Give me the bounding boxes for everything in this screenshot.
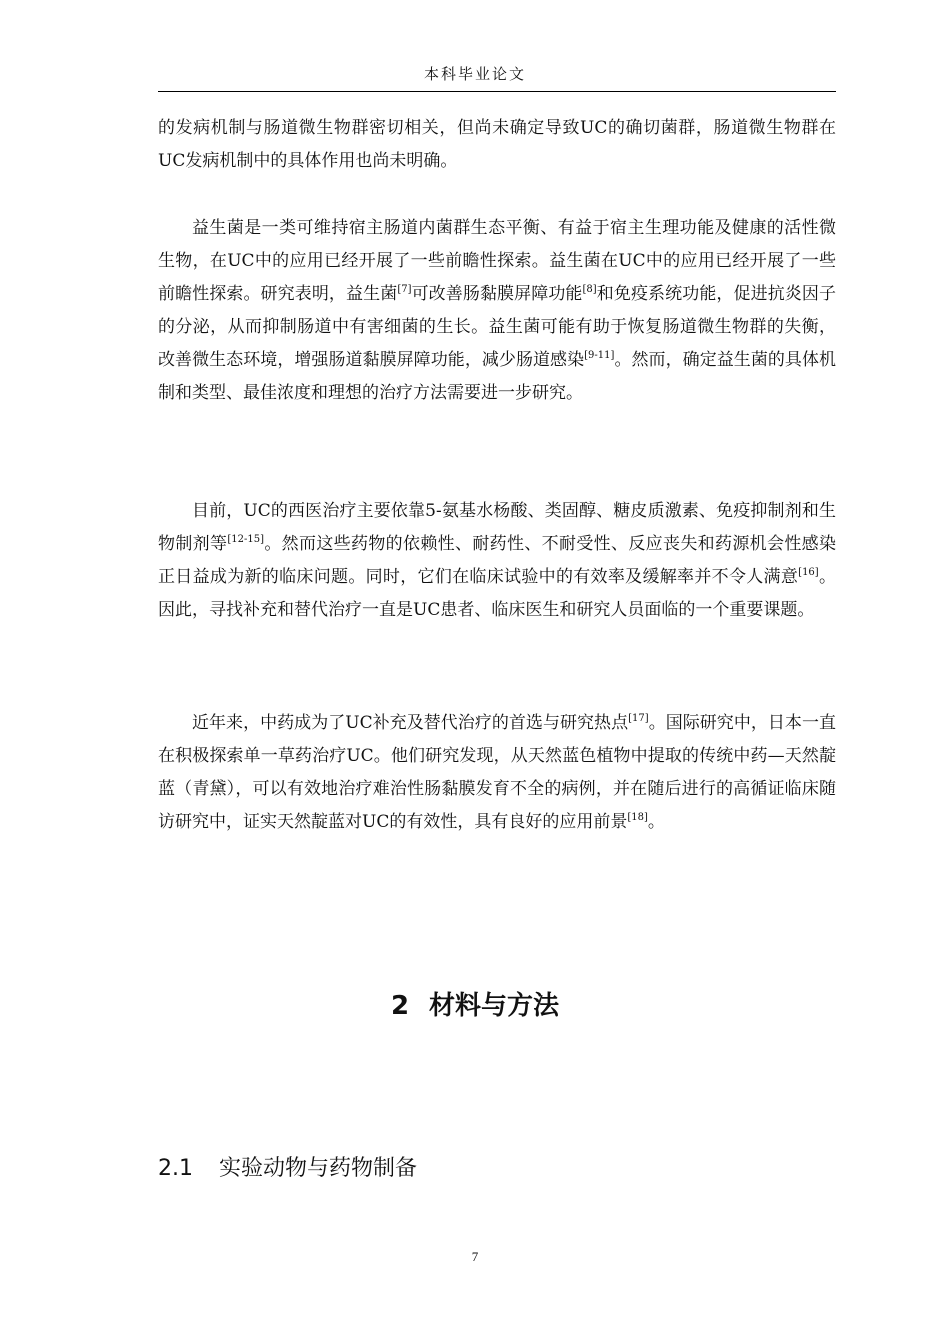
citation: [8] [582, 284, 597, 295]
paragraph-text: 可改善肠黏膜屏障功能 [411, 284, 583, 304]
section-title: 实验动物与药物制备 [219, 1156, 418, 1181]
citation: [7] [397, 284, 412, 295]
citation: [16] [798, 567, 819, 578]
chapter-number: 2 [390, 991, 410, 1021]
paragraph-1: 的发病机制与肠道微生物群密切相关，但尚未确定导致UC的确切菌群，肠道微生物群在UC发病机制中的具体作用也尚未明确。 [158, 118, 836, 171]
chapter-title: 材料与方法 [429, 991, 560, 1021]
paragraph-text: 。然而，确定益生菌的具体机制和类型、最佳浓度和理想的治疗方法需要进一步研究。 [158, 350, 837, 403]
chapter-heading [0, 988, 950, 1024]
paragraph-text: 。因此，寻找补充和替代治疗一直是UC患者、临床医生和研究人员面临的一个重要课题。 [158, 567, 837, 620]
paragraph-3 [158, 495, 836, 627]
paragraph-text: 。国际研究中，日本一直在积极探索单一草药治疗UC。他们研究发现，从天然蓝色植物中提取的传统中药—天然靛蓝（青黛），可以有效地治疗难治性肠黏膜发育不全的病例，并在随后进行的高循证临床随访研究中，证实天然靛蓝对UC的有效性，具有良好的应用前景 [158, 713, 836, 832]
citation: [12-15] [227, 534, 264, 545]
header-title: 本科毕业论文 [423, 65, 526, 83]
citation: [17] [628, 713, 649, 724]
paragraph-text: 目前，UC的西医治疗主要依靠5-氨基水杨酸、类固醇、糖皮质激素、免疫抑制剂和生物制剂等 [158, 501, 836, 554]
paragraph-text: 和免疫系统功能，促进抗炎因子的分泌，从而抑制肠道中有害细菌的生长。益生菌可能有助于恢复肠道微生物群的失衡，改善微生态环境，增强肠道黏膜屏障功能，减少肠道感染 [158, 284, 836, 370]
paragraph-4 [158, 707, 836, 839]
paragraph-2 [158, 212, 836, 410]
section-heading [158, 1153, 417, 1185]
header-divider [158, 91, 836, 92]
section-number: 2.1 [158, 1156, 193, 1181]
citation: [18] [627, 812, 648, 823]
paragraph-text: 近年来，中药成为了UC补充及替代治疗的首选与研究热点 [192, 713, 629, 733]
page-number: 7 [471, 1249, 479, 1264]
paragraph-text: 。 [647, 812, 665, 832]
paragraph-text: 益生菌是一类可维持宿主肠道内菌群生态平衡、有益于宿主生理功能及健康的活性微生物，在UC中的应用已经开展了一些前瞻性探索。益生菌在UC中的应用已经开展了一些前瞻性探索。研究表明，益生菌 [158, 218, 836, 304]
paragraph-text: 。然而这些药物的依赖性、耐药性、不耐受性、反应丧失和药源机会性感染正日益成为新的临床问题。同时，它们在临床试验中的有效率及缓解率并不令人满意 [158, 534, 837, 587]
citation: [9-11] [584, 350, 615, 361]
